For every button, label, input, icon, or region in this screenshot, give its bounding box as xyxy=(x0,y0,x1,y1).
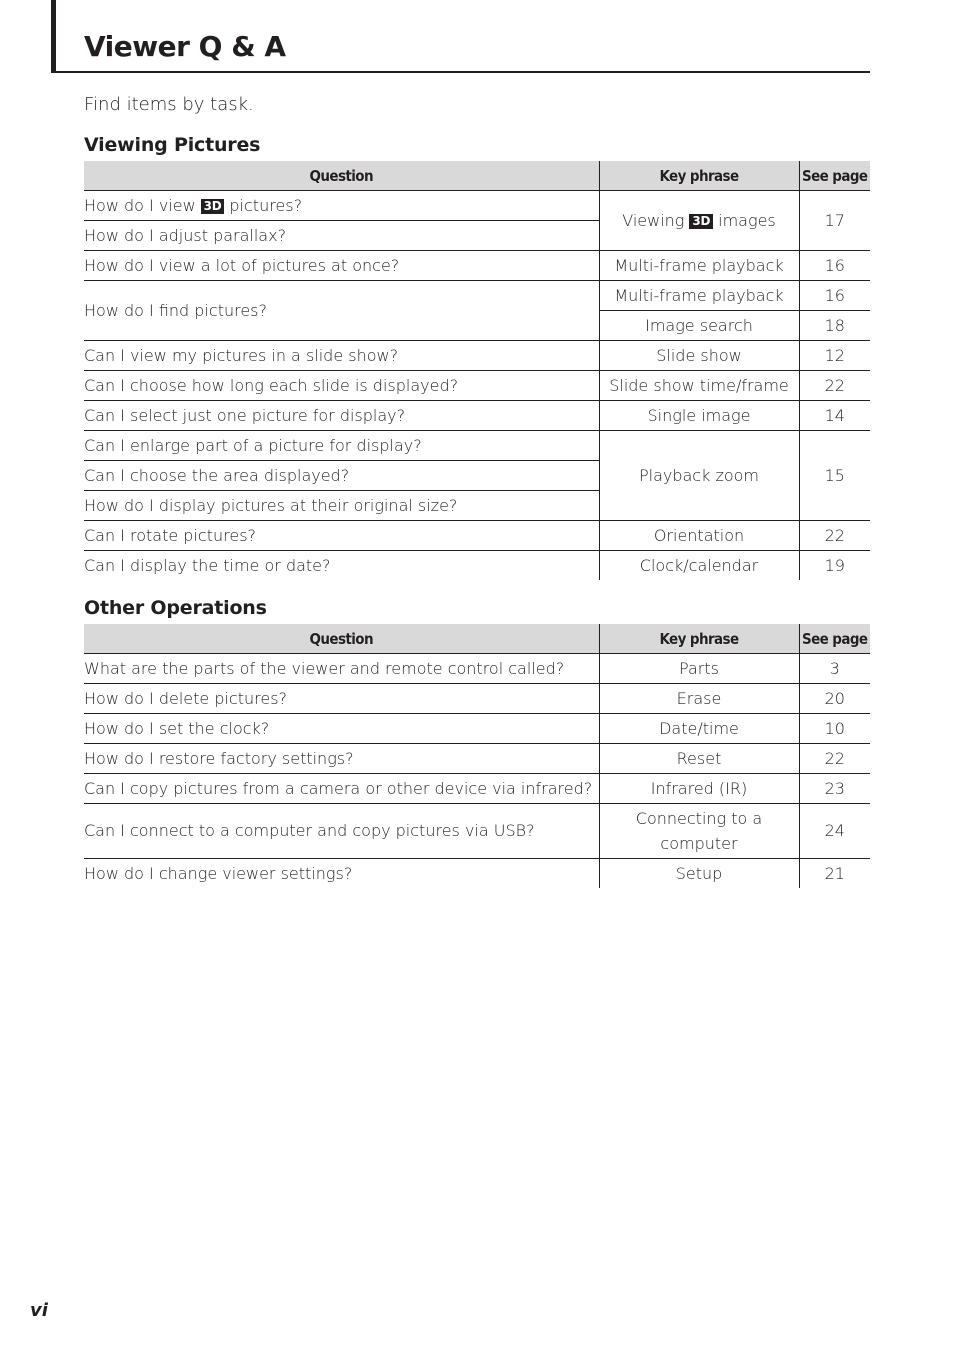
page-number-cell: 24 xyxy=(799,804,870,859)
question-cell: Can I copy pictures from a camera or other device via infrared? xyxy=(84,774,599,804)
page-folio: vi xyxy=(30,1300,48,1321)
page-number-cell: 19 xyxy=(799,551,870,581)
key-phrase-cell: Slide show xyxy=(599,341,799,371)
question-cell: Can I view my pictures in a slide show? xyxy=(84,341,599,371)
question-cell: Can I enlarge part of a picture for display? xyxy=(84,431,599,461)
section-heading-viewing: Viewing Pictures xyxy=(84,134,261,156)
question-cell: Can I connect to a computer and copy pictures via USB? xyxy=(84,804,599,859)
page-number-cell: 18 xyxy=(799,311,870,341)
page-number-cell: 20 xyxy=(799,684,870,714)
page-number-cell: 22 xyxy=(799,744,870,774)
question-cell: How do I restore factory settings? xyxy=(84,744,599,774)
question-cell: How do I display pictures at their original size? xyxy=(84,491,599,521)
question-cell: How do I delete pictures? xyxy=(84,684,599,714)
page-number-cell: 17 xyxy=(799,191,870,251)
table-row xyxy=(84,774,870,804)
section-heading-other: Other Operations xyxy=(84,597,267,619)
key-phrase-cell: Orientation xyxy=(599,521,799,551)
table-row xyxy=(84,859,870,889)
header-see-page: See page xyxy=(799,161,870,191)
page-title: Viewer Q & A xyxy=(84,30,286,63)
key-phrase-cell: Parts xyxy=(599,654,799,684)
key-phrase-text: images xyxy=(718,210,776,230)
question-cell: Can I choose the area displayed? xyxy=(84,461,599,491)
question-cell: Can I rotate pictures? xyxy=(84,521,599,551)
page-number-cell: 22 xyxy=(799,521,870,551)
question-cell: Can I choose how long each slide is displayed? xyxy=(84,371,599,401)
page-number-cell: 21 xyxy=(799,859,870,889)
3d-badge-icon: 3D xyxy=(201,199,225,214)
table-row xyxy=(84,684,870,714)
table-row xyxy=(84,431,870,461)
question-cell xyxy=(84,191,599,221)
table-row xyxy=(84,714,870,744)
header-question: Question xyxy=(84,624,599,654)
key-phrase-cell: Date/time xyxy=(599,714,799,744)
header-question: Question xyxy=(84,161,599,191)
question-text: How do I view xyxy=(84,195,196,215)
page-number-cell: 12 xyxy=(799,341,870,371)
table-row xyxy=(84,804,870,859)
key-phrase-cell: Infrared (IR) xyxy=(599,774,799,804)
table-row xyxy=(84,281,870,311)
key-phrase-cell: Playback zoom xyxy=(599,431,799,521)
key-phrase-cell: Slide show time/frame xyxy=(599,371,799,401)
key-phrase-text: Connecting to a computer xyxy=(635,809,763,853)
page-number-cell: 14 xyxy=(799,401,870,431)
header-key-phrase: Key phrase xyxy=(599,624,799,654)
table-row xyxy=(84,744,870,774)
question-text: pictures? xyxy=(229,195,303,215)
3d-badge-icon: 3D xyxy=(689,214,713,229)
key-phrase-cell: Setup xyxy=(599,859,799,889)
page-number-cell: 15 xyxy=(799,431,870,521)
page-number-cell: 16 xyxy=(799,251,870,281)
header-see-page: See page xyxy=(799,624,870,654)
table-row xyxy=(84,521,870,551)
question-cell: What are the parts of the viewer and remote control called? xyxy=(84,654,599,684)
key-phrase-cell: Image search xyxy=(599,311,799,341)
page-number-cell: 10 xyxy=(799,714,870,744)
table-row xyxy=(84,191,870,221)
question-cell: How do I set the clock? xyxy=(84,714,599,744)
table-row xyxy=(84,551,870,581)
page-number-cell: 16 xyxy=(799,281,870,311)
viewing-table xyxy=(84,161,870,580)
table-header-row xyxy=(84,624,870,654)
key-phrase-cell xyxy=(599,191,799,251)
key-phrase-cell xyxy=(599,804,799,859)
table-row xyxy=(84,371,870,401)
page-number-cell: 23 xyxy=(799,774,870,804)
question-cell: Can I display the time or date? xyxy=(84,551,599,581)
page-number-cell: 22 xyxy=(799,371,870,401)
table-row xyxy=(84,401,870,431)
table-row xyxy=(84,341,870,371)
question-cell: How do I find pictures? xyxy=(84,281,599,341)
intro-text: Find items by task. xyxy=(84,94,254,115)
key-phrase-cell: Multi-frame playback xyxy=(599,281,799,311)
header-key-phrase: Key phrase xyxy=(599,161,799,191)
other-table xyxy=(84,624,870,888)
question-cell: How do I adjust parallax? xyxy=(84,221,599,251)
key-phrase-cell: Multi-frame playback xyxy=(599,251,799,281)
key-phrase-cell: Clock/calendar xyxy=(599,551,799,581)
title-rule xyxy=(51,71,870,73)
key-phrase-text: Viewing xyxy=(622,210,685,230)
title-accent-bar xyxy=(51,0,56,73)
key-phrase-cell: Reset xyxy=(599,744,799,774)
table-row xyxy=(84,654,870,684)
question-cell: How do I view a lot of pictures at once? xyxy=(84,251,599,281)
key-phrase-cell: Single image xyxy=(599,401,799,431)
question-cell: How do I change viewer settings? xyxy=(84,859,599,889)
page-number-cell: 3 xyxy=(799,654,870,684)
question-cell: Can I select just one picture for display? xyxy=(84,401,599,431)
table-header-row xyxy=(84,161,870,191)
key-phrase-cell: Erase xyxy=(599,684,799,714)
table-row xyxy=(84,251,870,281)
